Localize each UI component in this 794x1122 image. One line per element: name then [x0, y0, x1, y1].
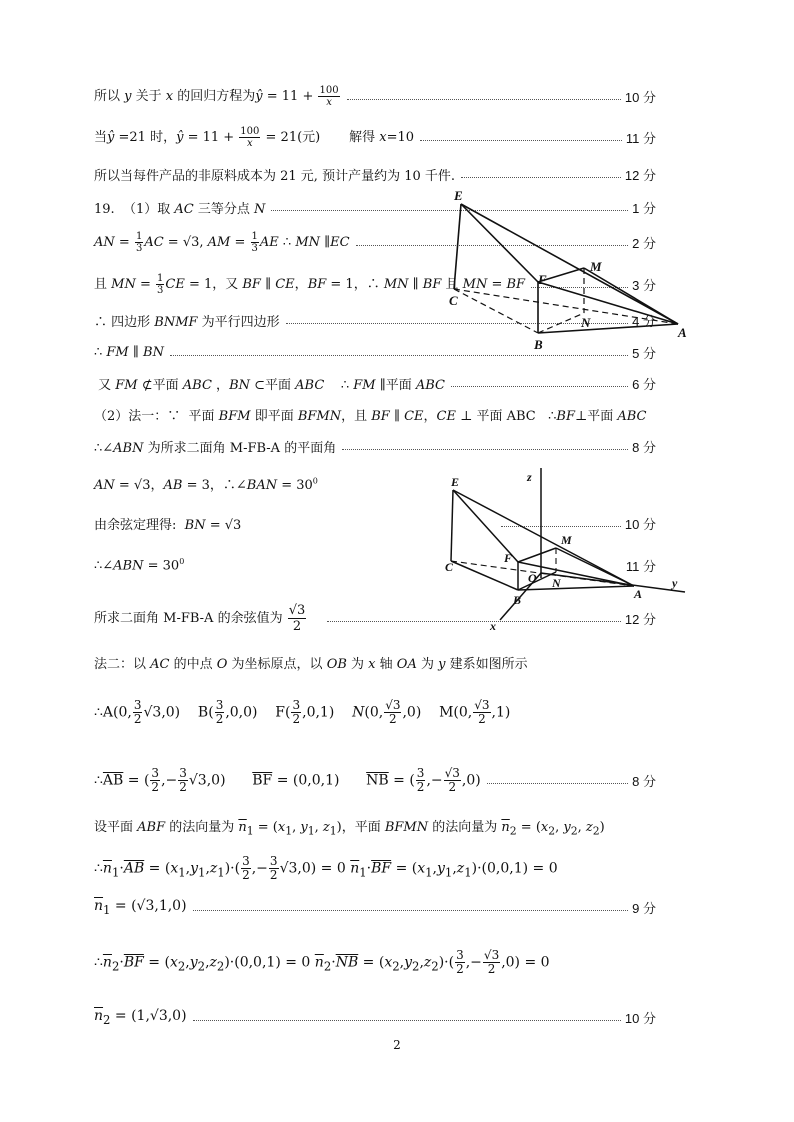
angle-ban-line [94, 472, 394, 494]
score-label: 3 分 [632, 277, 656, 293]
part2-method2-line [94, 651, 656, 673]
geometry-figure-1 [440, 185, 700, 355]
score-label: 11 分 [625, 558, 656, 574]
normal-vectors-line [94, 816, 656, 838]
leader-dots [347, 99, 621, 100]
line-text: 法二：以 AC 的中点 O 为坐标原点，以 OB 为 x 轴 OA 为 y 建系如图所示 [94, 656, 528, 672]
score-label: 9 分 [632, 900, 656, 916]
line-text: ∴ FM ∥ BN [94, 344, 164, 360]
score-label: 10 分 [624, 1010, 656, 1026]
line-text: 由余弦定理得: BN = √3 [94, 517, 242, 533]
label-A: A [678, 325, 687, 340]
geometry-figure-2 [440, 468, 690, 633]
plane-parallel-line [94, 372, 656, 394]
line-text: 所以 y 关于 x 的回归方程为ŷ = 11 + $\frac{100}{x}$ [94, 84, 339, 108]
line-text: 所以当每件产品的非原料成本为 21 元, 预计产量约为 10 千件. [94, 168, 456, 184]
line-text: 当ŷ =21 时，ŷ = 11 + $\frac{100}{x}$ = 21(元) 解得 x=10 [94, 125, 415, 149]
leader-dots [487, 783, 628, 784]
axis-label-z: z [527, 470, 532, 484]
score-label: 6 分 [632, 376, 656, 392]
leader-dots [420, 140, 622, 141]
score-label: 8 分 [632, 773, 656, 789]
label-N: N [552, 576, 561, 590]
line-text: 所求二面角 M-FB-A 的余弦值为 $\frac{√3}{2}$ [94, 602, 306, 634]
line-text: $\therefore\overline{n}_1\cdot\overline{AB} = (x_1,y_1,z_1)\cdot$( $\frac{3}{2}$ ,− $\frac{3}{2}$ √3,0) = 0 $\overline{n}_1\cdot\overline{BF} = (x_1,y_1,z_1)\cdot(0,0,1) = 0$ [94, 853, 558, 882]
line-text: ∴∠ABN = $30^0$ [94, 556, 185, 574]
prediction-line [94, 126, 656, 148]
n1-equations-line [94, 850, 656, 886]
label-F: F [538, 272, 547, 287]
label-E: E [454, 188, 463, 203]
line-text: AN = $\frac{1}{3}$ AC = √3, AM = $\frac{1}{3}$ AE ∴ MN ∥EC [94, 230, 350, 254]
line-text: $\therefore\overline{AB}$ = ( $\frac{3}{2}$ ,− $\frac{3}{2}$ √3,0) $\overline{BF} = (0,0,1)$ $\overline{NB}$ = ( $\frac{3}{2}$ ,− $\frac{√3}{2}$ ,0) [94, 765, 481, 794]
part2-method1-line [94, 403, 656, 425]
line-text: $\therefore\overline{n}_2\cdot\overline{BF} = (x_2,y_2,z_2)\cdot(0,0,1) = 0$ $\overline{n}_2\cdot\overline{NB} = (x_2,y_2,z_2)\cdot$( $\frac{3}{2}$ ,− $\frac{√3}{2}$ ,0) = 0 [94, 947, 550, 976]
line-text: 且 MN = $\frac{1}{3}$ CE = 1，又 BF ∥ CE，BF = 1，∴ MN ∥ BF 且 MN = BF [94, 272, 526, 296]
score-label: 8 分 [632, 439, 656, 455]
page-number: 2 [393, 1038, 401, 1052]
leader-dots [193, 1020, 621, 1021]
line-text: $\overline{n}_2 = (1,√3,0)$ [94, 1007, 187, 1027]
axis-label-y: y [672, 576, 678, 590]
score-label: 4 分 [632, 313, 656, 329]
label-M: M [590, 259, 602, 274]
score-label: 10 分 [624, 516, 656, 532]
axis-label-x: x [490, 619, 496, 633]
line-text: AN = √3，AB = 3，∴∠BAN = $30^0$ [94, 476, 318, 493]
score-label: 11 分 [625, 130, 656, 146]
score-label: 2 分 [632, 235, 656, 251]
label-C: C [449, 293, 458, 308]
regression-equation-line [94, 85, 656, 107]
leader-dots [342, 449, 628, 450]
line-text: ∴∠ABN 为所求二面角 M-FB-A 的平面角 [94, 440, 337, 456]
line-text: ∴A(0, $\frac{3}{2}$ √3,0) B( $\frac{3}{2}$ ,0,0) F( $\frac{3}{2}$ ,0,1) N(0, $\frac{√3}{2}$ ,0) M(0, $\frac{√3}{2}$ ,1) [94, 697, 511, 726]
leader-dots [461, 177, 621, 178]
label-O: O [528, 571, 537, 585]
conclusion-line [94, 163, 656, 185]
line-text: 设平面 ABF 的法向量为 $\overline{n}_1 = (x_1$, $y_1$, $z_1$)，平面 BFMN 的法向量为 $\overline{n}_2 = (x_2$, $y_2$, $z_2$) [94, 820, 605, 838]
leader-dots [451, 386, 628, 387]
score-label: 10 分 [624, 89, 656, 105]
dihedral-angle-line [94, 435, 656, 457]
line-text: 又 FM ⊄平面 ABC ，BN ⊂平面 ABC ∴ FM ∥平面 ABC [94, 377, 446, 393]
label-B: B [513, 593, 522, 607]
line-text: （2）法一：∵ 平面 BFM 即平面 BFMN，且 BF ∥ CE，CE ⊥ 平面 ABC ∴BF⊥平面 ABC [94, 408, 647, 424]
n2-result-line [94, 1004, 656, 1030]
label-M: M [561, 533, 572, 547]
point-coordinates-line [94, 694, 656, 730]
score-label: 1 分 [632, 200, 656, 216]
line-text: 19. （1）取 AC 三等分点 N [94, 201, 266, 217]
label-F: F [504, 551, 513, 565]
label-B: B [534, 337, 543, 352]
line-text: $\overline{n}_1 = (√3,1,0)$ [94, 897, 187, 917]
label-N: N [581, 315, 591, 330]
label-C: C [445, 560, 454, 574]
leader-dots [193, 910, 629, 911]
label-E: E [451, 475, 460, 489]
score-label: 12 分 [624, 167, 656, 183]
vectors-line [94, 762, 656, 798]
n2-equations-line [94, 944, 656, 980]
n1-result-line [94, 894, 656, 920]
label-A: A [634, 587, 643, 601]
line-text: ∴ 四边形 BNMF 为平行四边形 [94, 314, 280, 330]
score-label: 5 分 [632, 345, 656, 361]
score-label: 12 分 [624, 611, 656, 627]
